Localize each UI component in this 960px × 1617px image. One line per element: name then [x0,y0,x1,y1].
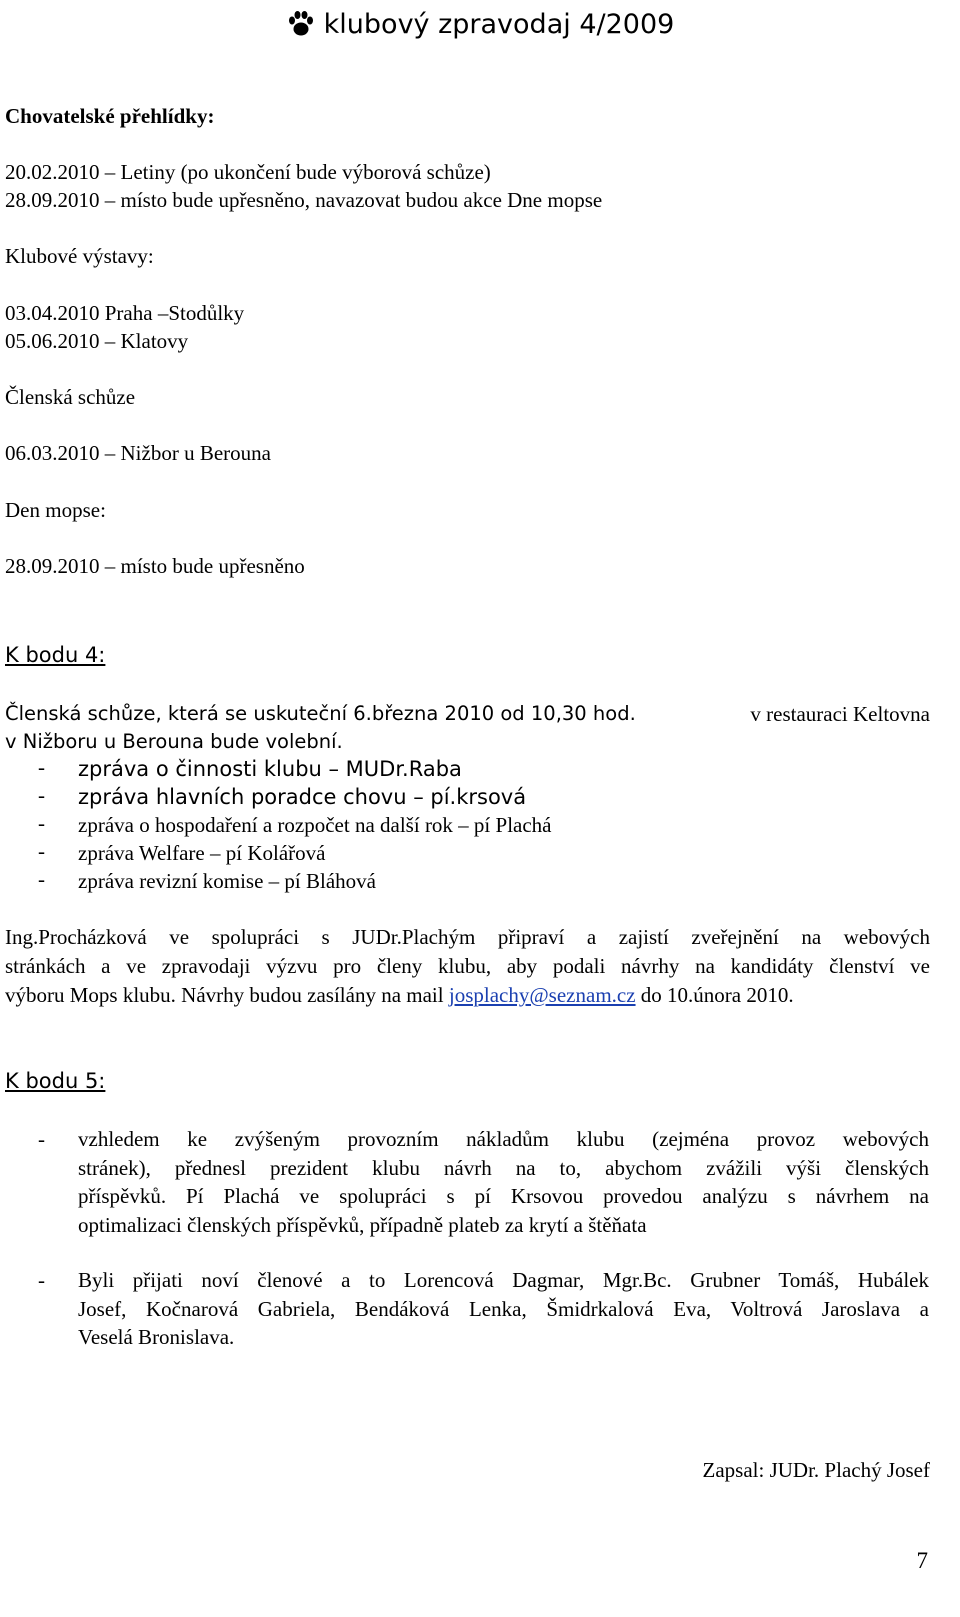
paragraph-line: Josef, Kočnarová Gabriela, Bendáková Lenka, Šmidrkalová Eva, Voltrová Jaroslava a [78,1296,929,1321]
schedule-item: 28.09.2010 – místo bude upřesněno [5,554,305,578]
schedule-item: 06.03.2010 – Nižbor u Berouna [5,441,271,465]
bod4-intro-line1 [5,700,930,728]
paragraph-text: do 10.února 2010. [635,983,794,1007]
list-item: zpráva o hospodaření a rozpočet na další rok – pí Plachá [78,813,552,837]
bod5-item-2 [78,1266,929,1352]
bod4-intro-right: v restauraci Keltovna [750,702,930,726]
schedule-item: 28.09.2010 – místo bude upřesněno, navazovat budou akce Dne mopse [5,188,603,212]
header-title: klubový zpravodaj 4/2009 [323,8,675,40]
section-heading-bod5: K bodu 5: [5,1069,106,1093]
paragraph-text: výboru Mops klubu. Návrhy budou zasílány na mail [5,983,449,1007]
paragraph-line: Ing.Procházková ve spolupráci s JUDr.Plachým připraví a zajistí zveřejnění na webových [5,925,930,949]
bod4-intro-line2: v Nižboru u Berouna bude volební. [5,730,343,753]
section-heading-klubove: Klubové výstavy: [5,244,154,268]
schedule-item: 03.04.2010 Praha –Stodůlky [5,301,245,325]
schedule-item: 20.02.2010 – Letiny (po ukončení bude výborová schůze) [5,160,491,184]
bod4-intro-left: Členská schůze, která se uskuteční 6.března 2010 od 10,30 hod. [5,702,636,725]
section-heading-clenska: Členská schůze [5,385,136,409]
paragraph-line: Veselá Bronislava. [78,1325,235,1349]
schedule-item: 05.06.2010 – Klatovy [5,329,189,353]
list-item: zpráva o činnosti klubu – MUDr.Raba [78,757,462,781]
list-dash: - [38,1127,45,1151]
list-item: zpráva revizní komise – pí Bláhová [78,869,376,893]
list-dash: - [38,1268,45,1292]
section-heading-chovatelske: Chovatelské přehlídky: [5,104,215,128]
paw-icon [286,9,316,39]
paragraph-line: příspěvků. Pí Plachá ve spolupráci s pí Krsovou provedou analýzu s návrhem na [78,1184,929,1208]
paragraph-line: vzhledem ke zvýšeným provozním nákladům klubu (zejména provoz webových [78,1127,929,1151]
paragraph-line: stránkách a ve zpravodaji výzvu pro členy klubu, aby podali návrhy na kandidáty členství ve [5,954,930,978]
list-item: zpráva Welfare – pí Kolářová [78,841,326,865]
email-link[interactable]: josplachy@seznam.cz [448,983,636,1007]
list-dash: - [38,867,45,891]
list-item: zpráva hlavních poradce chovu – pí.krsová [78,785,527,809]
list-dash: - [38,811,45,835]
list-dash: - [38,755,45,779]
list-dash: - [38,839,45,863]
paragraph-line: Byli přijati noví členové a to Lorencová Dagmar, Mgr.Bc. Grubner Tomáš, Hubálek [78,1268,929,1292]
paragraph-line: optimalizaci členských příspěvků, případně plateb za krytí a štěňata [78,1212,647,1237]
section-heading-den-mopse: Den mopse: [5,498,106,522]
paragraph-line: stránek), přednesl prezident klubu návrh na to, abychom zvážili výši členských [78,1155,929,1180]
bod4-paragraph [5,923,930,1010]
page-number: 7 [916,1548,928,1573]
page-header [0,4,960,44]
paragraph-line [5,981,930,1010]
list-dash: - [38,783,45,807]
bod5-item-1 [78,1125,929,1239]
section-heading-bod4: K bodu 4: [5,643,106,667]
signature: Zapsal: JUDr. Plachý Josef [702,1458,930,1482]
